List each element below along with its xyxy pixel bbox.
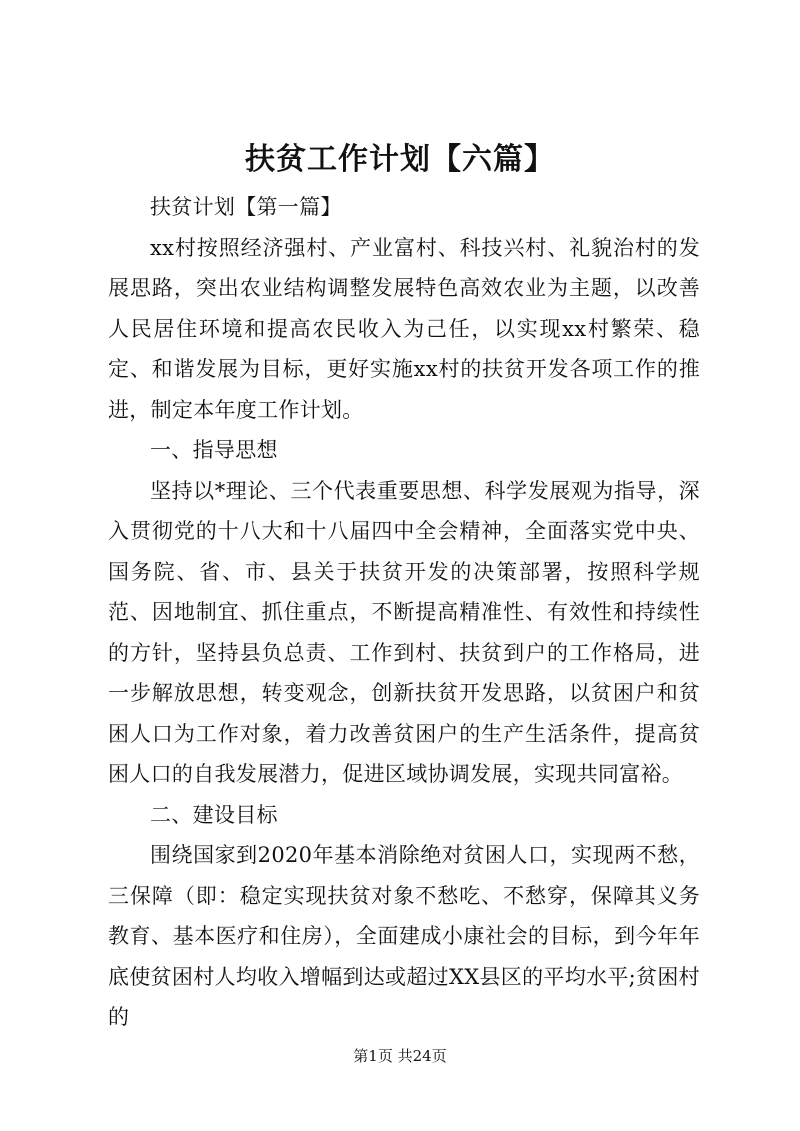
document-body [108,187,700,1038]
body-paragraph: xx村按照经济强村、产业富村、科技兴村、礼貌治村的发展思路，突出农业结构调整发展特色高效农业为主题，以改善人民居住环境和提高农民收入为己任，以实现xx村繁荣、稳定、和谐发展为目标，更好实施xx村的扶贫开发各项工作的推进，制定本年度工作计划。 [108,235,700,422]
section-heading-part-one: 扶贫计划【第一篇】 [150,195,342,219]
section-heading-guiding-ideology: 一、指导思想 [150,438,278,462]
page-footer: 第1页 共24页 [353,1047,447,1065]
section-heading-construction-goals: 二、建设目标 [150,802,278,827]
document-title: 扶贫工作计划【六篇】 [245,142,555,177]
body-paragraph: 围绕国家到2020年基本消除绝对贫困人口，实现两不愁，三保障（即：稳定实现扶贫对象不愁吃、不愁穿，保障其义务教育、基本医疗和住房），全面建成小康社会的目标，到今年年底使贫困村人均收入增幅到达或超过XX县区的平均水平;贫困村的 [108,843,700,1029]
body-paragraph: 坚持以*理论、三个代表重要思想、科学发展观为指导，深入贯彻党的十八大和十八届四中全会精神，全面落实党中央、国务院、省、市、县关于扶贫开发的决策部署，按照科学规范、因地制宜、抓住重点，不断提高精准性、有效性和持续性的方针，坚持县负总责、工作到村、扶贫到户的工作格局，进一步解放思想，转变观念，创新扶贫开发思路，以贫困户和贫困人口为工作对象，着力改善贫困户的生产生活条件，提高贫困人口的自我发展潜力，促进区域协调发展，实现共同富裕。 [108,478,700,786]
